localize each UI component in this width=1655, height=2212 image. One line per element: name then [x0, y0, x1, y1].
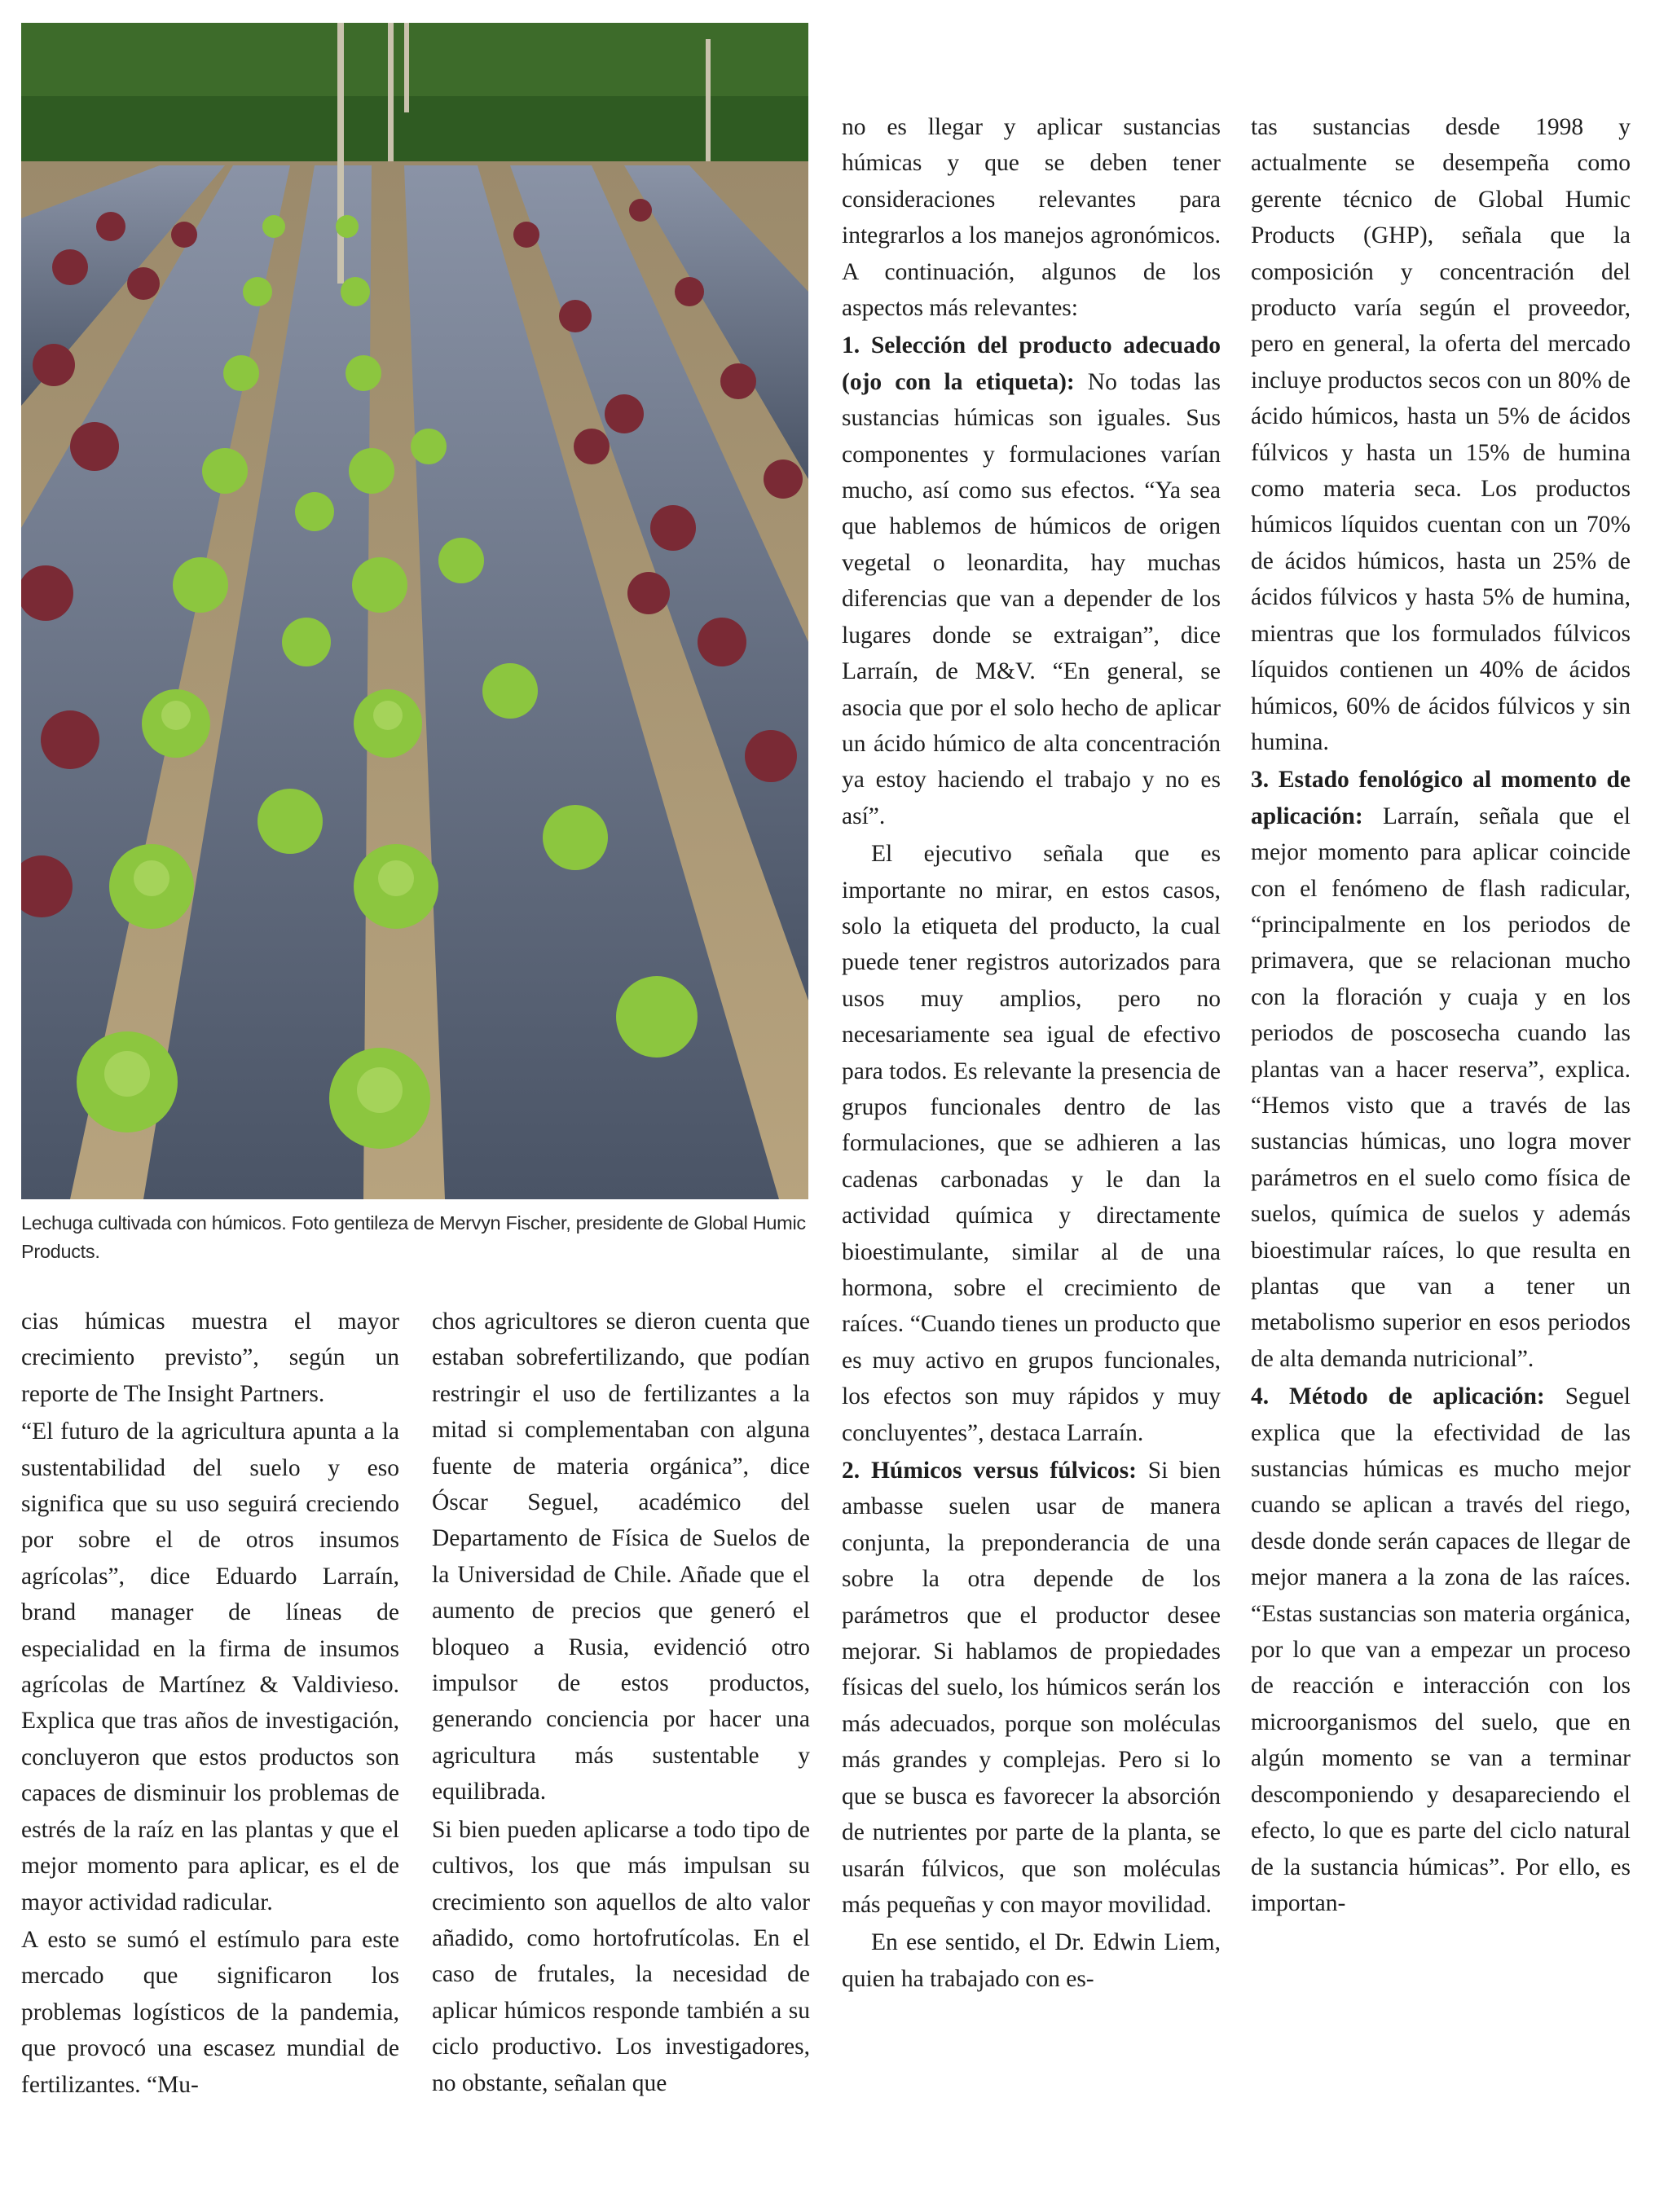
text-column-3	[842, 109, 1221, 1997]
paragraph-text: cias húmicas muestra el mayor crecimiento previsto”, según un reporte de The Insight Partners.	[21, 1308, 399, 1407]
paragraph-text: Si bien ambasse suelen usar de manera conjunta, la preponderancia de una sobre la otra depende de los parámetros que el productor desee mejorar. Si hablamos de propiedades físicas del suelo, los húmicos serán los más adecuados, porque son moléculas más grandes y complejas. Pero si lo que se busca es favorecer la absorción de nutrientes por parte de la planta, se usarán fúlvicos, que son moléculas más pequeñas y con mayor movilidad.	[842, 1458, 1221, 1918]
paragraph-text: chos agricultores se dieron cuenta que estaban sobrefertilizando, que podían restringir el uso de fertilizantes a la mitad si complementaban con alguna fuente de materia orgánica”, dice Óscar Seguel, académico del Departamento de Física de Suelos de la Universidad de Chile. Añade que el aumento de precios que generó el bloqueo a Rusia, evidenció otro impulsor de estos productos, generando conciencia por hacer una agricultura más sustentable y equilibrada.	[432, 1308, 810, 1805]
paragraph-text: Si bien pueden aplicarse a todo tipo de cultivos, los que más impulsan su crecimiento son aquellos de alto valor añadido, como hortofrutícolas. En el caso de frutales, la necesidad de aplicar húmicos responde también a su ciclo productivo. Los investigadores, no obstante, señalan que	[432, 1816, 810, 2096]
paragraph	[842, 328, 1221, 834]
text-column-1	[21, 1304, 399, 2103]
paragraph-text: En ese sentido, el Dr. Edwin Liem, quien ha trabajado con es-	[842, 1929, 1221, 1992]
paragraph-text: Seguel explica que la efectividad de las sustancias húmicas es mucho mejor cuando se aplican a través del riego, desde donde serán capaces de llegar de mejor manera a la zona de las raíces. “Estas sustancias son materia orgánica, por lo que van a empezar un proceso de reacción e interacción con los microorganismos del suelo, que en algún momento se van a terminar descomponiendo y desapareciendo el efecto, lo que es parte del ciclo natural de la sustancia húmicas”. Por ello, es importan-	[1251, 1383, 1631, 1916]
paragraph-text: Larraín, señala que el mejor momento para aplicar coincide con el fenómeno de flash radicular, “principalmente en los periodos de primavera, que se relacionan mucho con la floración y cuaja y en los periodos de poscosecha cuando las plantas van a hacer reserva”, explica. “Hemos visto que a través de las sustancias húmicas, uno logra mover parámetros en el suelo como física de suelos, química de suelos y además bioestimular raíces, lo que resulta en plantas que van a tener un metabolismo superior en esos periodos de alta demanda nutricional”.	[1251, 803, 1631, 1372]
paragraph	[432, 1304, 810, 1810]
paragraph-text: A esto se sumó el estímulo para este mercado que significaron los problemas logísticos de la pandemia, que provocó una escasez mundial de fertilizantes. “Mu-	[21, 1926, 399, 2098]
paragraph-text: “El futuro de la agricultura apunta a la sustentabilidad del suelo y eso significa que su uso seguirá creciendo por sobre el de otros insumos agrícolas”, dice Eduardo Larraín, brand manager de líneas de especialidad en la firma de insumos agrícolas de Martínez & Valdivieso. Explica que tras años de investigación, concluyeron que estos productos son capaces de disminuir los problemas de estrés de la raíz en las plantas y que el mejor momento para aplicar, es el de mayor actividad radicular.	[21, 1418, 399, 1915]
paragraph-text: El ejecutivo señala que es importante no mirar, en estos casos, solo la etiqueta del producto, la cual puede tener registros autorizados para usos muy amplios, pero no necesariamente sea igual de efectivo para todos. Es relevante la presencia de grupos funcionales dentro de las formulaciones, que se adhieren a las cadenas carbonadas y le dan la actividad química y directamente bioestimulante, similar al de una hormona, sobre el crecimiento de raíces. “Cuando tienes un producto que es muy activo en grupos funcionales, los efectos son muy rápidos y muy concluyentes”, destaca Larraín.	[842, 841, 1221, 1446]
paragraph	[842, 1453, 1221, 1923]
paragraph	[21, 1304, 399, 1412]
paragraph	[842, 836, 1221, 1451]
paragraph-text: no es llegar y aplicar sustancias húmicas y que se deben tener consideraciones relevantes para integrarlos a los manejos agronómicos. A continuación, algunos de los aspectos más relevantes:	[842, 114, 1221, 322]
lettuce-field-photo	[21, 23, 808, 1199]
paragraph	[432, 1812, 810, 2101]
paragraph	[1251, 762, 1631, 1377]
section-heading: 3. Estado fenológico al momento de aplicación:	[1251, 767, 1631, 829]
paragraph	[1251, 1379, 1631, 1921]
paragraph-text: tas sustancias desde 1998 y actualmente se desempeña como gerente técnico de Global Humic Products (GHP), señala que la composición y concentración del producto varía según el proveedor, pero en general, la oferta del mercado incluye productos secos con un 80% de ácido húmicos, hasta un 5% de ácidos fúlvicos y hasta un 15% de humina como materia seca. Los productos húmicos líquidos cuentan con un 70% de ácidos húmicos, hasta un 25% de ácidos fúlvicos y hasta 5% de humina, mientras que los formulados fúlvicos líquidos contienen un 40% de ácidos húmicos, 60% de ácidos fúlvicos y sin humina.	[1251, 114, 1631, 755]
text-column-2	[432, 1304, 810, 2101]
photo-caption: Lechuga cultivada con húmicos. Foto gentileza de Mervyn Fischer, presidente de Global Humic Products.	[21, 1212, 806, 1262]
paragraph	[21, 1414, 399, 1920]
paragraph	[842, 1924, 1221, 1997]
text-column-4	[1251, 109, 1631, 1921]
paragraph	[1251, 109, 1631, 760]
paragraph	[842, 109, 1221, 326]
section-heading: 4. Método de aplicación:	[1251, 1383, 1545, 1410]
section-heading: 2. Húmicos versus fúlvicos:	[842, 1458, 1137, 1484]
paragraph-text: No todas las sustancias húmicas son iguales. Sus componentes y formulaciones varían mucho, así como sus efectos. “Ya sea que hablemos de húmicos de origen vegetal o leonardita, hay muchas diferencias que van a depender de los lugares donde se extraigan”, dice Larraín, de M&V. “En general, se asocia que por el solo hecho de aplicar un ácido húmico de alta concentración ya estoy haciendo el trabajo y no es así”.	[842, 368, 1221, 829]
paragraph	[21, 1922, 399, 2103]
section-heading: 1. Selección del producto adecuado (ojo con la etiqueta):	[842, 332, 1221, 395]
